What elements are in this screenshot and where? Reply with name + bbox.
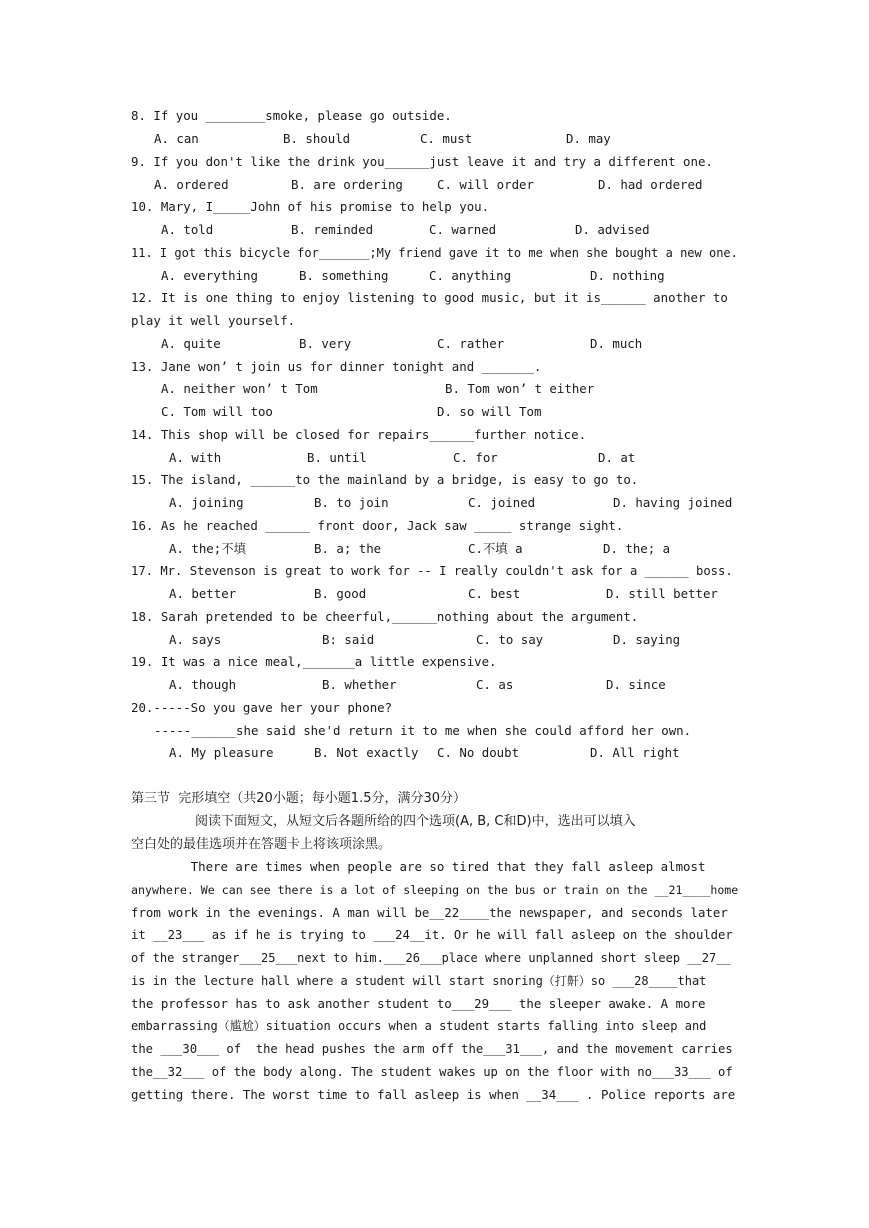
question-17-stem: 17. Mr. Stevenson is great to work for -- I really couldn't ask for a ______ boss. (131, 564, 733, 578)
passage-line-10: the__32___ of the body along. The student wakes up on the floor with no___33___ of (131, 1065, 733, 1079)
question-19-option-c: C. as (476, 677, 514, 692)
question-13-option-c: C. Tom will too (161, 404, 273, 419)
question-19-option-d: D. since (606, 677, 666, 692)
question-14-option-a: A. with (169, 450, 222, 465)
question-16-stem: 16. As he reached ______ front door, Jack saw _____ strange sight. (131, 518, 624, 533)
question-18-option-a: A. says (169, 632, 222, 647)
question-12-option-a: A. quite (161, 336, 221, 351)
question-8-option-a: A. can (154, 131, 199, 146)
question-20-option-c: C. No doubt (437, 745, 520, 760)
question-10-option-a: A. told (161, 222, 214, 237)
question-12-stem-continued: play it well yourself. (131, 313, 296, 328)
question-19-option-b: B. whether (322, 677, 397, 692)
question-8-option-c: C. must (420, 131, 473, 146)
question-11-option-d: D. nothing (590, 268, 665, 283)
question-17-option-c: C. best (468, 586, 521, 601)
question-17-option-b: B. good (314, 586, 367, 601)
question-15-option-b: B. to join (314, 495, 389, 510)
question-20-option-d: D. All right (590, 745, 680, 760)
question-8-stem: 8. If you ________smoke, please go outside. (131, 108, 452, 123)
question-16-option-b: B. a; the (314, 541, 382, 556)
passage-line-2: anywhere. We can see there is a lot of sleeping on the bus or train on the __21____home (131, 883, 739, 897)
question-20-stem-continued: -----______she said she'd return it to me when she could afford her own. (154, 723, 692, 738)
section-3-heading: 第三节 完形填空（共20小题；每小题1.5分，满分30分） (131, 791, 467, 806)
question-11-option-a: A. everything (161, 268, 258, 283)
question-14-option-c: C. for (453, 450, 498, 465)
question-20-option-b: B. Not exactly (314, 745, 419, 760)
question-9-option-c: C. will order (437, 177, 534, 192)
question-12-option-c: C. rather (437, 336, 505, 351)
question-10-stem: 10. Mary, I_____John of his promise to help you. (131, 199, 490, 214)
question-17-option-a: A. better (169, 586, 237, 601)
section-3-instruction-line-2: 空白处的最佳选项并在答题卡上将该项涂黑。 (131, 837, 392, 852)
question-16-option-c: C.不填 a (468, 541, 523, 556)
question-9-option-a: A. ordered (154, 177, 229, 192)
question-14-option-b: B. until (307, 450, 367, 465)
question-14-option-d: D. at (598, 450, 636, 465)
question-16-option-d: D. the; a (603, 541, 671, 556)
question-13-option-d: D. so will Tom (437, 404, 542, 419)
passage-line-3: from work in the evenings. A man will be__22____the newspaper, and seconds later (131, 905, 728, 920)
passage-line-11: getting there. The worst time to fall asleep is when __34___ . Police reports are (131, 1087, 736, 1102)
section-3-instruction-line-1: 阅读下面短文，从短文后各题所给的四个选项(A, B, C和D)中，选出可以填入 (195, 814, 636, 829)
question-11-stem: 11. I got this bicycle for_______;My friend gave it to me when she bought a new one. (131, 246, 738, 260)
question-11-option-c: C. anything (429, 268, 512, 283)
question-19-stem: 19. It was a nice meal,_______a little expensive. (131, 654, 497, 669)
question-9-option-b: B. are ordering (291, 177, 403, 192)
question-15-stem: 15. The island, ______to the mainland by a bridge, is easy to go to. (131, 472, 639, 487)
question-20-stem: 20.-----So you gave her your phone? (131, 700, 393, 715)
question-19-option-a: A. though (169, 677, 237, 692)
passage-line-1: There are times when people are so tired that they fall asleep almost (131, 859, 706, 874)
question-16-option-a: A. the;不填 (169, 541, 246, 556)
passage-line-6: is in the lecture hall where a student will start snoring（打鼾）so ___28____that (131, 974, 707, 988)
question-9-stem: 9. If you don't like the drink you______just leave it and try a different one. (131, 154, 713, 169)
question-18-option-c: C. to say (476, 632, 544, 647)
question-12-option-b: B. very (299, 336, 352, 351)
passage-line-5: of the stranger___25___next to him.___26___place where unplanned short sleep __27__ (131, 951, 731, 965)
question-11-option-b: B. something (299, 268, 389, 283)
passage-line-7: the professor has to ask another student to___29___ the sleeper awake. A more (131, 996, 706, 1011)
question-9-option-d: D. had ordered (598, 177, 703, 192)
question-13-option-a: A. neither won’ t Tom (161, 381, 318, 396)
question-10-option-d: D. advised (575, 222, 650, 237)
question-10-option-b: B. reminded (291, 222, 374, 237)
question-18-option-d: D. saying (613, 632, 681, 647)
question-15-option-c: C. joined (468, 495, 536, 510)
question-15-option-a: A. joining (169, 495, 244, 510)
question-18-stem: 18. Sarah pretended to be cheerful,______nothing about the argument. (131, 609, 639, 624)
passage-line-8: embarrassing（尴尬）situation occurs when a student starts falling into sleep and (131, 1019, 707, 1033)
question-15-option-d: D. having joined (613, 495, 733, 510)
passage-line-9: the ___30___ of the head pushes the arm off the___31___, and the movement carries (131, 1042, 733, 1056)
question-17-option-d: D. still better (606, 586, 718, 601)
passage-line-4: it __23___ as if he is trying to ___24__it. Or he will fall asleep on the shoulder (131, 928, 733, 942)
question-20-option-a: A. My pleasure (169, 745, 274, 760)
question-14-stem: 14. This shop will be closed for repairs______further notice. (131, 427, 587, 442)
question-18-option-b: B: said (322, 632, 375, 647)
question-8-option-b: B. should (283, 131, 351, 146)
question-8-option-d: D. may (566, 131, 611, 146)
question-12-option-d: D. much (590, 336, 643, 351)
question-13-option-b: B. Tom won’ t either (445, 381, 595, 396)
question-12-stem: 12. It is one thing to enjoy listening to good music, but it is______ another to (131, 290, 728, 305)
question-10-option-c: C. warned (429, 222, 497, 237)
question-13-stem: 13. Jane won’ t join us for dinner tonight and _______. (131, 359, 542, 374)
